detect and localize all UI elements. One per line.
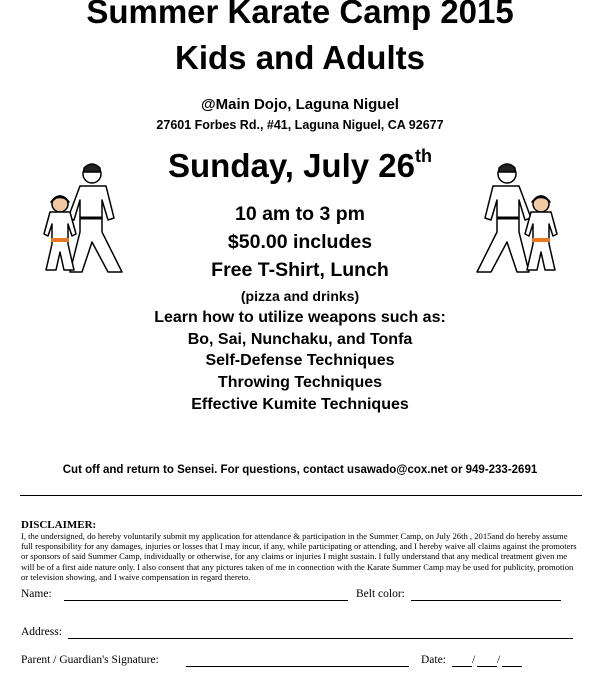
date-day-field[interactable] (477, 654, 497, 667)
camp-price: $50.00 includes (227, 231, 373, 253)
name-label: Name: (21, 588, 52, 600)
date-month-field[interactable] (452, 654, 472, 667)
cutoff-instructions: Cut off and return to Sensei. For questions, contact usawado@cox.net or 949-233-2691 (62, 464, 538, 476)
event-date-text: Sunday, July 26 (168, 147, 415, 184)
camp-includes: Free T-Shirt, Lunch (211, 259, 389, 281)
disclaimer-text: I, the undersigned, do hereby voluntarily submit my application for attendance & participation in the Summer Camp, on July 26th , 2015and do hereby assume full responsibility for any damages, injuries or losses that I may incur, if any, while participating or attending, and I hereby waive all claims against the promoters or sponsors of said Summer Camp, individually or otherwise, for any claims or injuries I might sustain. I fully understand that any medical treatment given me will be of a first aide nature only. I also consent that any pictures taken of me in connection with the Karate Summer Camp may be used for publicity, promotion or television showing, and I waive compensation in regard thereto. (21, 531, 577, 582)
weapons-list: Bo, Sai, Nunchaku, and Tonfa (187, 331, 413, 348)
throwing-item: Throwing Techniques (217, 374, 383, 391)
weapons-intro: Learn how to utilize weapons such as: (154, 309, 446, 326)
lunch-details: (pizza and drinks) (240, 288, 360, 304)
event-date-suffix: th (414, 146, 432, 166)
address-field[interactable] (68, 626, 573, 639)
address-label: Address: (21, 626, 62, 638)
belt-color-field[interactable] (411, 588, 561, 601)
poster-subtitle: Kids and Adults (175, 39, 425, 76)
kumite-item: Effective Kumite Techniques (191, 396, 409, 413)
venue-address: 27601 Forbes Rd., #41, Laguna Niguel, CA 92677 (156, 118, 444, 132)
disclaimer-heading: DISCLAIMER: (21, 519, 97, 531)
self-defense-item: Self-Defense Techniques (205, 352, 395, 369)
venue-name: @Main Dojo, Laguna Niguel (201, 96, 399, 113)
cutoff-divider (20, 495, 582, 496)
belt-color-label: Belt color: (356, 588, 405, 600)
date-separator: / (497, 654, 501, 666)
date-separator: / (472, 654, 476, 666)
poster-title: Summer Karate Camp 2015 (86, 0, 514, 30)
camp-hours: 10 am to 3 pm (234, 203, 366, 225)
name-field[interactable] (64, 588, 348, 601)
signature-label: Parent / Guardian's Signature: (21, 654, 159, 666)
date-label: Date: (421, 654, 446, 666)
date-year-field[interactable] (502, 654, 522, 667)
signature-field[interactable] (186, 654, 409, 667)
